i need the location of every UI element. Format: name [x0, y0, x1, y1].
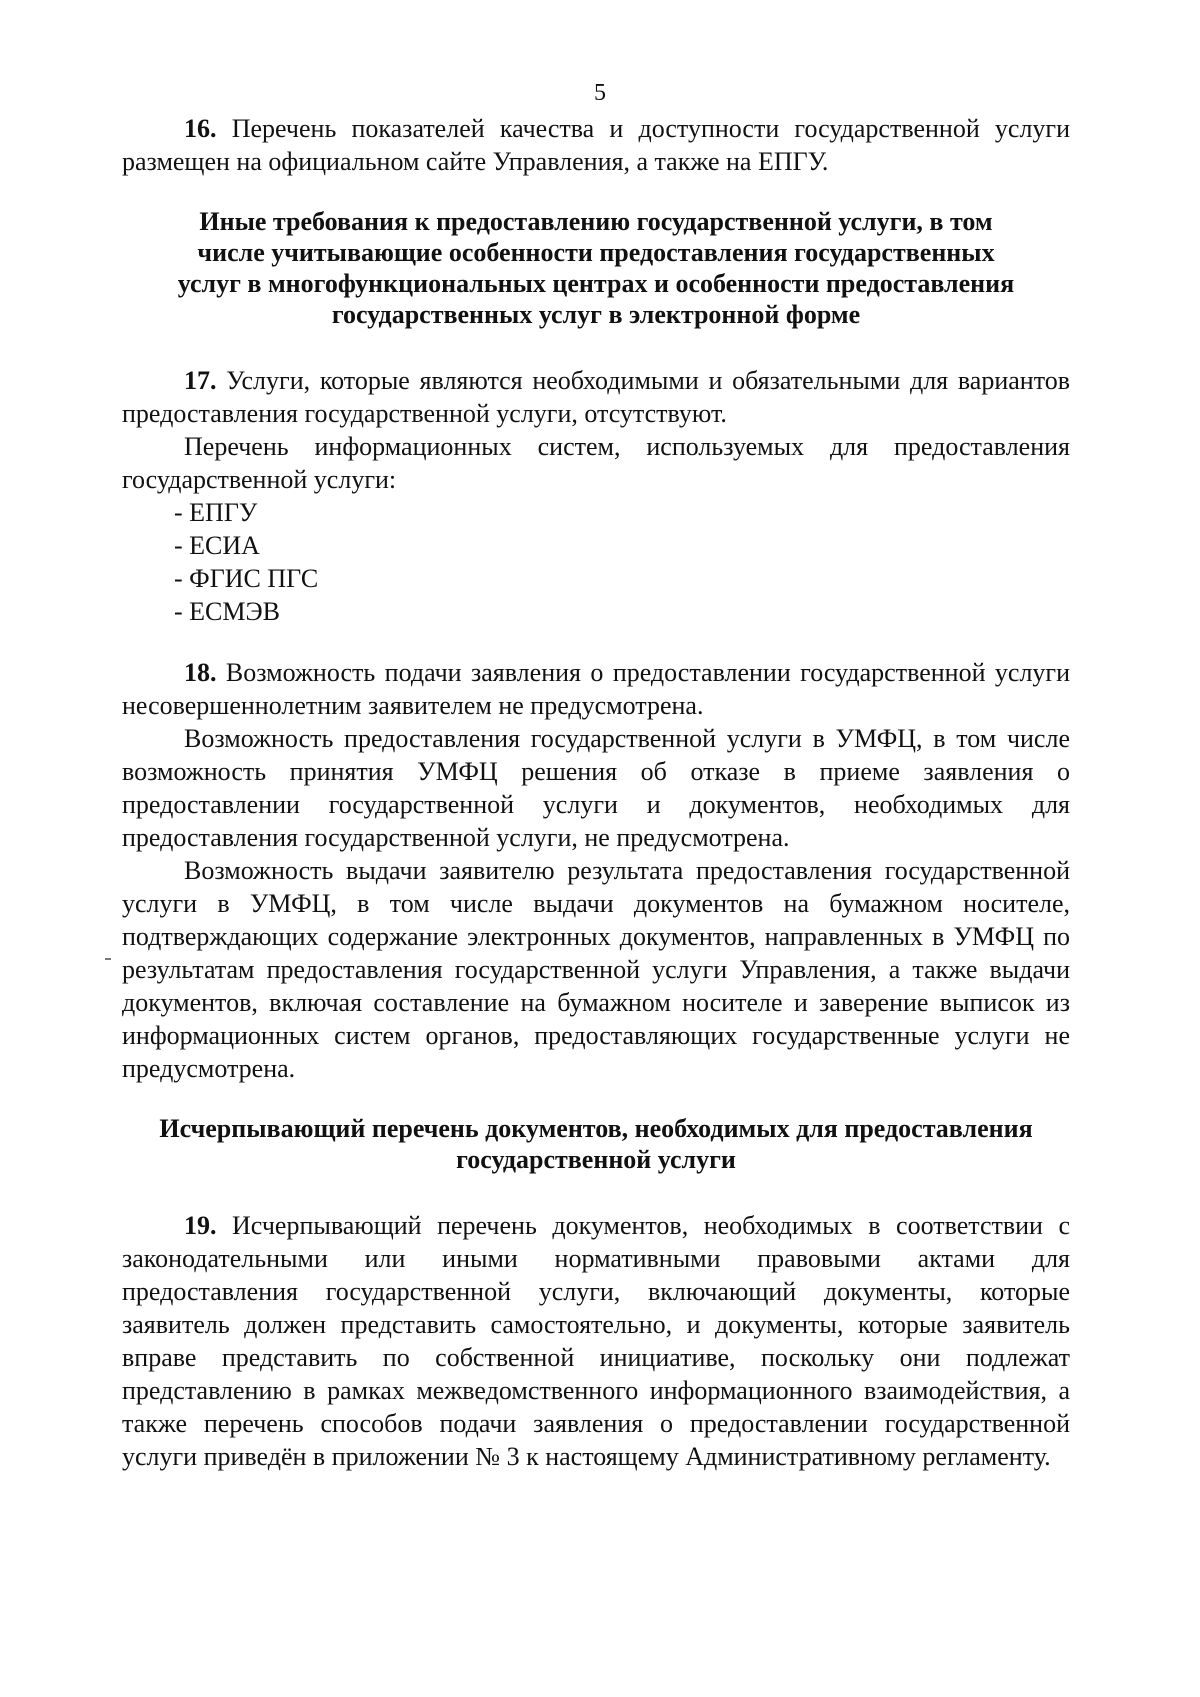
list-item: - ЕСИА: [174, 531, 260, 560]
section-heading-other-requirements: Иные требования к предоставлению государственной услуги, в том числе учитывающие особенности предоставления государственных услуг в многофункциональных центрах и особенности предоставления государственных услуг в электронной форме: [177, 207, 1015, 329]
scan-margin-mark: [105, 958, 111, 960]
paragraph-text: Возможность подачи заявления о предоставлении государственной услуги несовершеннолетним заявителем не предусмотрена.: [122, 658, 1070, 720]
paragraph-17-systems-intro: Перечень информационных систем, используемых для предоставления государственной услуги:: [122, 432, 1070, 494]
paragraph-text: Исчерпывающий перечень документов, необходимых в соответствии с законодательными или иными нормативными правовыми актами для предоставления государственной услуги, включающий документы, которые заявитель должен представить самостоятельно, и документы, которые заявитель вправе представить по собственной инициативе, поскольку они подлежат представлению в рамках межведомственного информационного взаимодействия, а также перечень способов подачи заявления о предоставлении государственной услуги приведён в приложении № 3 к настоящему Административному регламенту.: [122, 1211, 1071, 1471]
list-item: - ЕСМЭВ: [174, 597, 281, 626]
paragraph-16: [122, 112, 1070, 178]
paragraph-text: Услуги, которые являются необходимыми и обязательными для вариантов предоставления государственной услуги, отсутствуют.: [122, 366, 1071, 428]
paragraph-text: Перечень показателей качества и доступности государственной услуги размещен на официальном сайте Управления, а также на ЕПГУ.: [122, 114, 1071, 176]
page-number: 5: [594, 80, 606, 106]
paragraph-number: 18.: [184, 658, 217, 687]
information-systems-list: [122, 496, 1070, 628]
list-item: - ФГИС ПГС: [174, 564, 319, 593]
list-item: - ЕПГУ: [174, 498, 258, 527]
paragraph-number: 19.: [184, 1211, 217, 1240]
paragraph-number: 17.: [184, 366, 217, 395]
paragraph-number: 16.: [184, 114, 217, 143]
paragraph-17: [122, 364, 1070, 430]
document-body: [122, 112, 1070, 1473]
section-heading-documents: Исчерпывающий перечень документов, необходимых для предоставления государственной услуги: [159, 1114, 1033, 1174]
paragraph-18: [122, 656, 1070, 722]
paragraph-19: [122, 1209, 1070, 1473]
paragraph-18-umfc: Возможность предоставления государственной услуги в УМФЦ, в том числе возможность принятия УМФЦ решения об отказе в приеме заявления о предоставлении государственной услуги и документов, необходимых для предоставления государственной услуги, не предусмотрена.: [122, 724, 1070, 852]
paragraph-18-result-issuance: Возможность выдачи заявителю результата предоставления государственной услуги в УМФЦ, в том числе выдачи документов на бумажном носителе, подтверждающих содержание электронных документов, направленных в УМФЦ по результатам предоставления государственной услуги Управления, а также выдачи документов, включая составление на бумажном носителе и заверение выписок из информационных систем органов, предоставляющих государственные услуги не предусмотрена.: [122, 856, 1070, 1083]
